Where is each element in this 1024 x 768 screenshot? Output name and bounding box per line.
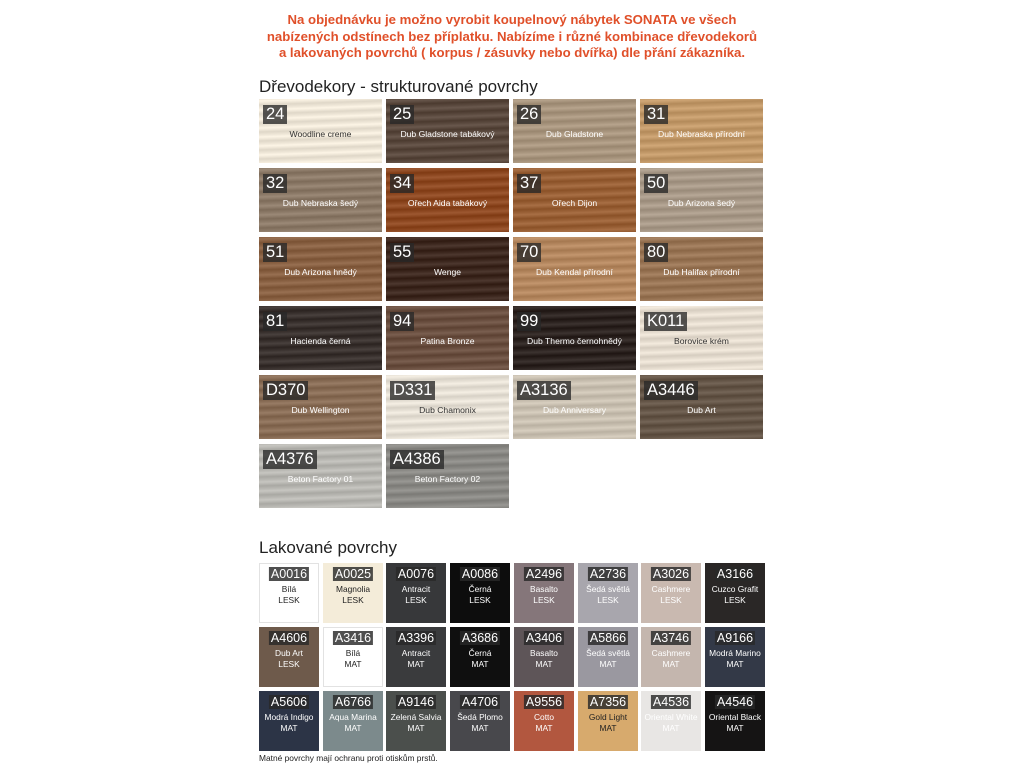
- swatch-finish: MAT: [599, 659, 617, 669]
- wood-swatch: [386, 444, 509, 508]
- swatch-code: 55: [390, 243, 414, 262]
- swatch-name: Dub Art: [275, 648, 303, 658]
- swatch-name: Wenge: [433, 267, 462, 277]
- swatch-finish: MAT: [726, 723, 744, 733]
- swatch-code: A0025: [334, 567, 372, 581]
- swatch-name: Dub Nebraska šedý: [282, 198, 359, 208]
- swatch-code: A5866: [589, 631, 627, 645]
- swatch-name: Hacienda černá: [290, 336, 351, 346]
- swatch-finish: MAT: [471, 723, 489, 733]
- swatch-code: 81: [263, 312, 287, 331]
- swatch-finish: LESK: [597, 595, 619, 605]
- swatch-code: A3686: [461, 631, 499, 645]
- wood-swatch: [386, 375, 509, 439]
- lacquer-swatch: [578, 627, 638, 687]
- swatch-code: A2496: [525, 567, 563, 581]
- swatch-name: Dub Wellington: [291, 405, 350, 415]
- swatch-code: A4386: [390, 450, 444, 469]
- swatch-name: Šedá světlá: [586, 648, 630, 658]
- wood-swatch: [259, 237, 382, 301]
- lacquer-swatch: [641, 627, 701, 687]
- swatch-code: A3026: [652, 567, 690, 581]
- swatch-finish: MAT: [407, 659, 425, 669]
- wood-swatch: [259, 306, 382, 370]
- lacquer-swatch: [450, 563, 510, 623]
- lacquer-swatch-grid: [259, 563, 769, 753]
- lacquer-swatch: [514, 691, 574, 751]
- swatch-name: Dub Gladstone: [545, 129, 604, 139]
- swatch-code: 50: [644, 174, 668, 193]
- swatch-code: 51: [263, 243, 287, 262]
- swatch-code: A0086: [461, 567, 499, 581]
- swatch-code: K011: [644, 312, 687, 331]
- swatch-name: Modrá Indigo: [264, 712, 314, 722]
- swatch-code: A2736: [589, 567, 627, 581]
- swatch-code: A9556: [525, 695, 563, 709]
- swatch-name: Dub Thermo černohnědý: [527, 336, 622, 346]
- swatch-finish: LESK: [660, 595, 682, 605]
- swatch-code: A3166: [716, 567, 754, 581]
- swatch-code: 24: [263, 105, 287, 124]
- lacquer-swatch: [386, 627, 446, 687]
- swatch-finish: MAT: [662, 723, 680, 733]
- swatch-code: A7356: [589, 695, 627, 709]
- swatch-code: 99: [517, 312, 541, 331]
- swatch-code: D370: [263, 381, 308, 400]
- swatch-finish: MAT: [662, 659, 680, 669]
- swatch-name: Ořech Dijon: [551, 198, 598, 208]
- lacquer-swatch: [705, 563, 765, 623]
- wood-swatch: [640, 375, 763, 439]
- swatch-name: Aqua Marina: [329, 712, 377, 722]
- wood-swatch: [259, 444, 382, 508]
- swatch-name: Beton Factory 02: [414, 474, 481, 484]
- swatch-name: Oriental White: [644, 712, 698, 722]
- lacquer-swatch: [259, 627, 319, 687]
- lacquer-swatch: [450, 627, 510, 687]
- swatch-code: A4606: [270, 631, 308, 645]
- swatch-code: A4706: [461, 695, 499, 709]
- swatch-code: 37: [517, 174, 541, 193]
- swatch-code: A9166: [716, 631, 754, 645]
- lacquer-swatch: [386, 563, 446, 623]
- wood-swatch: [259, 168, 382, 232]
- lacquer-swatch: [323, 563, 383, 623]
- swatch-code: A3416: [334, 631, 372, 645]
- swatch-name: Dub Art: [687, 405, 716, 415]
- swatch-finish: MAT: [471, 659, 489, 669]
- swatch-finish: MAT: [344, 659, 362, 669]
- wood-swatch: [640, 306, 763, 370]
- lacquer-swatch: [323, 691, 383, 751]
- swatch-code: A4536: [652, 695, 690, 709]
- swatch-name: Borovice krém: [674, 336, 729, 346]
- wood-swatch: [640, 168, 763, 232]
- swatch-name: Dub Anniversary: [542, 405, 607, 415]
- swatch-code: A3446: [644, 381, 698, 400]
- lacquer-swatch: [323, 627, 383, 687]
- swatch-name: Oriental Black: [708, 712, 762, 722]
- swatch-name: Magnolia: [336, 584, 370, 594]
- swatch-code: 32: [263, 174, 287, 193]
- swatch-name: Zelená Salvia: [390, 712, 442, 722]
- swatch-name: Basalto: [530, 648, 558, 658]
- swatch-name: Šedá Plomo: [457, 712, 503, 722]
- swatch-name: Cashmere: [651, 648, 691, 658]
- wood-swatch: [259, 99, 382, 163]
- wood-swatch: [259, 375, 382, 439]
- swatch-name: Cashmere: [651, 584, 691, 594]
- lacquer-section-title: Lakované povrchy: [259, 538, 397, 557]
- swatch-code: 25: [390, 105, 414, 124]
- lacquer-swatch: [578, 563, 638, 623]
- swatch-code: 70: [517, 243, 541, 262]
- swatch-code: 80: [644, 243, 668, 262]
- swatch-name: Woodline creme: [289, 129, 352, 139]
- lacquer-swatch: [386, 691, 446, 751]
- swatch-name: Dub Arizona šedý: [667, 198, 736, 208]
- lacquer-swatch: [705, 691, 765, 751]
- swatch-code: A3406: [525, 631, 563, 645]
- swatch-code: A5606: [270, 695, 308, 709]
- swatch-name: Dub Arizona hnědý: [284, 267, 357, 277]
- lacquer-swatch: [514, 563, 574, 623]
- wood-swatch: [513, 237, 636, 301]
- swatch-name: Cotto: [533, 712, 555, 722]
- swatch-name: Antracit: [401, 584, 431, 594]
- swatch-finish: LESK: [278, 659, 300, 669]
- lacquer-swatch: [259, 563, 319, 623]
- swatch-code: 34: [390, 174, 414, 193]
- swatch-code: A3396: [397, 631, 435, 645]
- swatch-finish: MAT: [726, 659, 744, 669]
- lacquer-swatch: [641, 563, 701, 623]
- notice-line-3: a lakovaných povrchů ( korpus / zásuvky nebo dvířka) dle přání zákazníka.: [278, 45, 746, 60]
- swatch-name: Dub Chamonix: [419, 405, 476, 415]
- swatch-name: Bílá: [345, 648, 361, 658]
- lacquer-swatch: [578, 691, 638, 751]
- swatch-name: Ořech Aida tabákový: [407, 198, 488, 208]
- swatch-code: A9146: [397, 695, 435, 709]
- swatch-finish: MAT: [535, 659, 553, 669]
- swatch-code: A4376: [263, 450, 317, 469]
- swatch-name: Cuzco Grafit: [711, 584, 759, 594]
- lacquer-swatch: [514, 627, 574, 687]
- swatch-finish: LESK: [342, 595, 364, 605]
- swatch-code: 31: [644, 105, 668, 124]
- swatch-code: A6766: [334, 695, 372, 709]
- swatch-code: D331: [390, 381, 435, 400]
- swatch-finish: MAT: [280, 723, 298, 733]
- wood-swatch: [513, 306, 636, 370]
- swatch-finish: MAT: [599, 723, 617, 733]
- lacquer-swatch: [641, 691, 701, 751]
- wood-swatch: [513, 375, 636, 439]
- swatch-code: A0076: [397, 567, 435, 581]
- swatch-finish: MAT: [344, 723, 362, 733]
- lacquer-swatch: [259, 691, 319, 751]
- swatch-code: A3746: [652, 631, 690, 645]
- swatch-name: Bílá: [281, 584, 297, 594]
- swatch-name: Modrá Marino: [709, 648, 761, 658]
- lacquer-swatch: [705, 627, 765, 687]
- swatch-name: Dub Kendal přírodní: [536, 267, 613, 277]
- swatch-finish: MAT: [407, 723, 425, 733]
- wood-section-title: Dřevodekory - strukturované povrchy: [259, 77, 538, 96]
- lacquer-swatch: [450, 691, 510, 751]
- notice-line-1: Na objednávku je možno vyrobit koupelnový nábytek SONATA ve všech: [287, 12, 737, 27]
- footnote: Matné povrchy mají ochranu proti otiskům prstů.: [259, 753, 438, 763]
- swatch-finish: LESK: [533, 595, 555, 605]
- swatch-name: Dub Halifax přírodní: [663, 267, 740, 277]
- swatch-name: Černá: [468, 648, 492, 658]
- swatch-finish: LESK: [724, 595, 746, 605]
- swatch-name: Dub Nebraska přírodní: [658, 129, 745, 139]
- swatch-name: Gold Light: [588, 712, 628, 722]
- wood-swatch: [513, 99, 636, 163]
- swatch-code: A0016: [270, 567, 308, 581]
- swatch-code: 26: [517, 105, 541, 124]
- swatch-name: Basalto: [530, 584, 558, 594]
- swatch-finish: LESK: [278, 595, 300, 605]
- wood-swatch: [640, 99, 763, 163]
- wood-swatch: [386, 99, 509, 163]
- swatch-name: Beton Factory 01: [287, 474, 354, 484]
- swatch-name: Černá: [468, 584, 492, 594]
- swatch-finish: LESK: [469, 595, 491, 605]
- notice-line-2: nabízených odstínech bez příplatku. Nabízíme i různé kombinace dřevodekorů: [266, 28, 758, 44]
- swatch-code: 94: [390, 312, 414, 331]
- wood-swatch: [386, 306, 509, 370]
- swatch-code: A3136: [517, 381, 571, 400]
- swatch-name: Antracit: [401, 648, 431, 658]
- swatch-finish: MAT: [535, 723, 553, 733]
- swatch-name: Patina Bronze: [420, 336, 475, 346]
- swatch-name: Šedá světlá: [586, 584, 630, 594]
- wood-swatch: [513, 168, 636, 232]
- wood-swatch: [386, 168, 509, 232]
- wood-swatch: [640, 237, 763, 301]
- swatch-code: A4546: [716, 695, 754, 709]
- wood-swatch: [386, 237, 509, 301]
- wood-swatch-grid: [259, 99, 769, 511]
- order-notice: [0, 12, 1024, 62]
- swatch-finish: LESK: [405, 595, 427, 605]
- swatch-name: Dub Gladstone tabákový: [400, 129, 495, 139]
